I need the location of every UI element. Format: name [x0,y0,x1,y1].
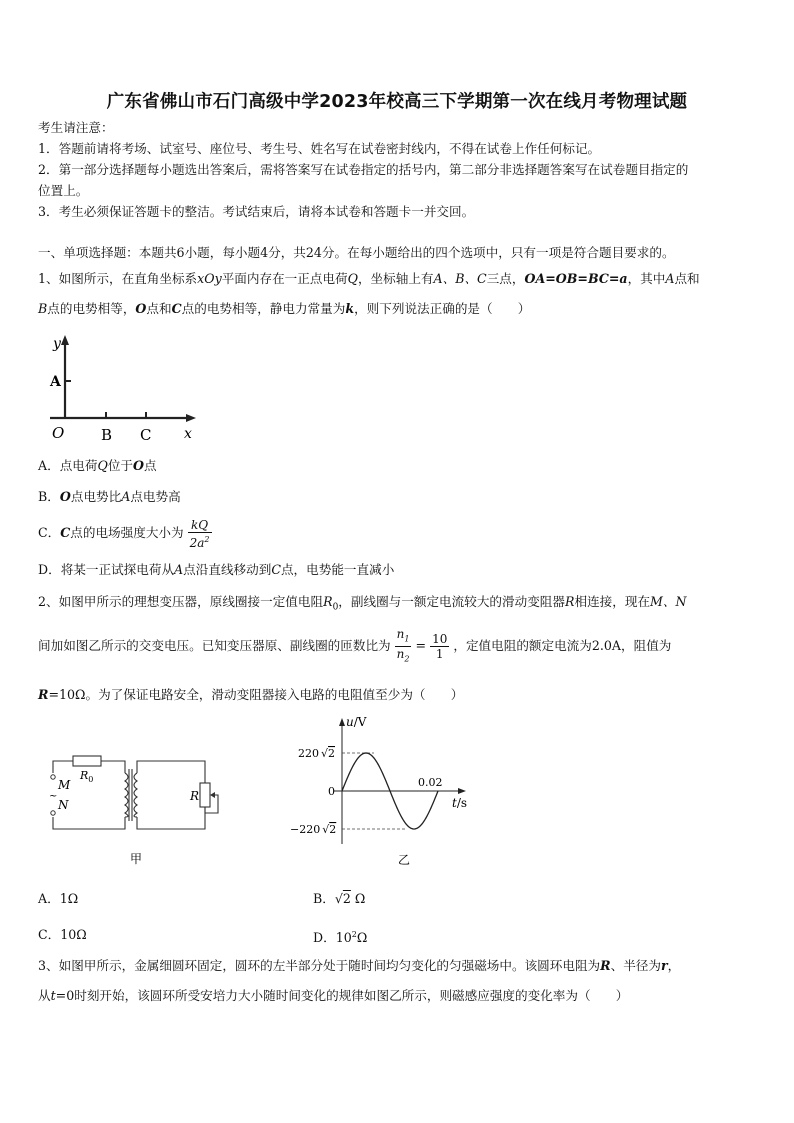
notice-item-1: 1．答题前请将考场、试室号、座位号、考生号、姓名写在试卷密封线内，不得在试卷上作任何标记。 [38,141,601,156]
label-trough [290,823,336,836]
label-u [346,715,367,729]
unit: Ω [350,891,366,906]
subscript: 0 [88,775,94,784]
q3-stem-line2 [38,986,760,1006]
text: 点电势高 [130,489,181,504]
text: 点的电势相等，静电力常量为 [181,301,346,316]
text: B． [38,489,60,504]
sqrt-sign: √ [321,747,329,760]
q1-option-b [38,487,181,507]
text: 点沿直线移动到 [183,562,272,577]
notice-item-2: 2．第一部分选择题每小题选出答案后，需将答案写在试卷指定的括号内，第二部分非选择题答案写在试卷题目指定的 [38,162,689,177]
text: 点 [143,458,157,473]
text: 2、如图甲所示的理想变压器，原线圈接一定值电阻 [38,594,324,609]
label-m: M [58,778,71,792]
text: 间加如图乙所示的交变电压。已知变压器原、副线圈的匝数比为 [38,638,391,653]
var: O [135,301,147,316]
label-o: O [52,424,65,442]
subscript: 2 [404,654,410,664]
var: A [174,562,184,577]
sqrt-value: 2 [342,891,351,906]
label-a: A [50,374,61,390]
text: 点，电势能一直减小 [280,562,395,577]
secondary-bottom-wire [137,807,205,829]
denominator [395,647,412,666]
label-t [452,796,467,810]
label-zero: 0 [328,785,335,798]
label-peak [298,747,335,760]
q2-option-d [313,925,367,948]
denominator [188,533,212,550]
var: R [600,958,611,973]
rheostat-r [200,783,210,807]
text: A．点电荷 [38,458,98,473]
fraction-10-1 [430,632,449,661]
unit: /V [353,715,367,729]
t-axis-arrow [458,788,466,794]
q2-option-a: A．1Ω [38,891,79,906]
notice-heading: 考生请注意： [38,120,114,135]
text: 三点， [486,271,525,286]
text: n [396,626,405,641]
text: 点的电势相等， [47,301,136,316]
text: ，坐标轴上有 [357,271,434,286]
text: ， [667,958,681,973]
text: 点和 [146,301,172,316]
fraction-kq-2a2 [188,518,212,550]
var: t [50,988,56,1003]
q2-stem-line2 [38,626,760,666]
var: r [660,958,668,973]
y-axis-arrow [61,335,69,345]
label-period: 0.02 [418,776,443,789]
q1-option-a [38,456,157,476]
label-x: x [184,426,192,442]
var: A [665,271,675,286]
secondary-top-wire [137,761,205,783]
numerator: kQ [188,518,212,533]
label-r: R [190,789,200,803]
var: Q [347,271,358,286]
q1-stem-line2 [38,299,760,319]
q1-option-d [38,560,394,580]
var: xOy [197,271,222,286]
q2-stem-line3 [38,685,760,705]
text: B． [313,891,335,906]
text: D．将某一正试探电荷从 [38,562,175,577]
equals: = [415,638,427,653]
text: 1、如图所示，在直角坐标系 [38,271,198,286]
var: M、N [650,594,687,609]
var: R [38,687,49,702]
q1-stem-line1 [38,269,760,289]
text: =10Ω。为了保证电路安全，滑动变阻器接入电路的电阻值至少为（ ） [48,687,464,702]
text: 2a [189,535,205,550]
text: 点的电场强度大小为 [70,525,184,540]
terminal-m [51,775,55,779]
var: A [121,489,131,504]
text: 3、如图甲所示，金属细圆环固定，圆环的左半部分处于随时间均匀变化的匀强磁场中。该圆环电阻为 [38,958,601,973]
notice-item-3: 3．考生必须保证答题卡的整洁。考试结束后，请将本试卷和答题卡一并交回。 [38,204,475,219]
text: 、半径为 [610,958,661,973]
caption-jia: 甲 [130,852,143,866]
exponent: 2 [351,930,357,939]
equation: OA=OB=BC=a [524,271,628,286]
denominator: 1 [435,647,444,661]
q2-stem-line1 [38,592,760,618]
text: u [346,715,354,729]
var: C [271,562,281,577]
sqrt-sign: √ [322,823,330,836]
slider-arrow [210,792,215,798]
var: A、B、C [433,271,487,286]
text: 平面内存在一正点电荷 [221,271,348,286]
caption-yi: 乙 [398,853,411,867]
var: B [38,301,48,316]
primary-bottom-wire [53,817,125,829]
q2-option-b [313,889,365,909]
var: O [59,489,71,504]
unit: Ω [356,930,368,946]
sqrt-value: 2 [329,823,337,836]
text: ，则下列说法正确的是（ ） [354,301,531,316]
var: k [345,301,355,316]
subscript: 1 [404,634,410,643]
unit: /s [456,796,468,810]
q1-coordinate-figure [40,330,210,445]
q3-stem-line1 [38,956,760,976]
terminal-n [51,811,55,815]
ac-symbol: ~ [49,791,58,802]
text: 点电势比 [70,489,122,504]
u-axis-arrow [339,718,345,726]
sqrt-sign: √ [334,891,343,906]
notice-item-2-cont: 位置上。 [38,183,89,198]
text: R [80,769,89,782]
section-heading: 一、单项选择题：本题共6小题，每小题4分，共24分。在每小题给出的四个选项中，只有一项是符合题目要求的。 [38,245,675,260]
text: =0时刻开始，该圆环所受安培力大小随时间变化的规律如图乙所示，则磁感应强度的变化率为（ ） [55,988,629,1003]
text: 220 [298,747,319,760]
text: C． [38,525,61,540]
label-b: B [101,426,113,444]
q2-voltage-graph [282,712,482,872]
text: ，其中 [627,271,666,286]
var: C [171,301,182,316]
label-c: C [140,426,152,444]
secondary-coil [134,773,137,817]
q2-option-c: C．10Ω [38,927,87,942]
sqrt-value: 2 [328,747,336,760]
text: t [452,796,457,810]
label-r0 [79,769,93,784]
text: −220 [290,823,321,836]
page-title: 广东省佛山市石门高级中学2023年校高三下学期第一次在线月考物理试题 [106,92,688,112]
q1-option-c [38,514,212,552]
q2-circuit-figure [40,745,240,870]
fraction-n1-n2 [395,627,412,667]
text: 从 [38,988,51,1003]
numerator [395,627,412,647]
text: ，副线圈与一额定电流较大的滑动变阻器 [338,594,565,609]
subscript: 0 [332,602,339,613]
text: D．10 [313,930,352,946]
text: 位于 [107,458,133,473]
text: n [396,647,405,661]
primary-coil [125,773,128,817]
numerator: 10 [432,632,448,646]
var: R [564,594,575,609]
var: C [60,525,71,540]
label-n: N [58,798,69,812]
x-axis-arrow [186,414,196,422]
text: 点和 [674,271,700,286]
var: R [323,594,333,609]
label-y: y [53,336,61,352]
resistor-r0 [73,756,101,766]
text: 相连接，现在 [574,594,651,609]
var: O [133,458,144,473]
exponent: 2 [204,534,210,544]
var: Q [97,458,108,473]
text: ，定值电阻的额定电流为2.0A，阻值为 [453,638,672,653]
